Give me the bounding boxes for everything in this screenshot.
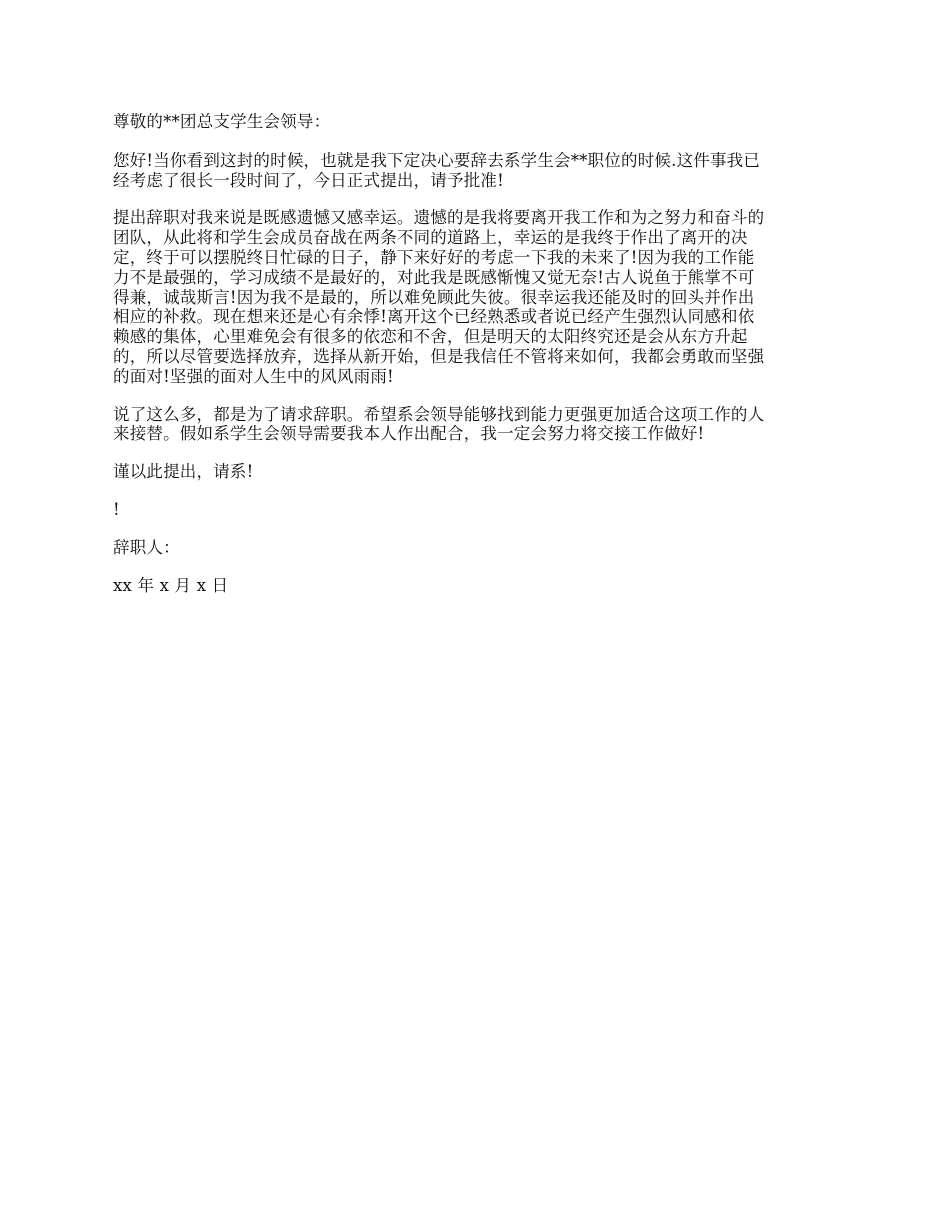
text-line: 赖感的集体，心里难免会有很多的依恋和不舍，但是明天的太阳终究还是会从东方升起: [113, 327, 748, 347]
salutation: 尊敬的**团总支学生会领导：: [113, 112, 331, 131]
paragraph-intro: [113, 151, 840, 191]
text-line: 经考虑了很长一段时间了，今日正式提出，请予批准!: [113, 170, 504, 190]
text-line: 相应的补救。现在想来还是心有余悸!离开这个已经熟悉或者说已经产生强烈认同感和依: [113, 307, 755, 327]
text-line: 力不是最强的，学习成绩不是最好的，对此我是既感惭愧又觉无奈!古人说鱼于熊掌不可: [113, 267, 755, 287]
signature-label: 辞职人：: [113, 537, 180, 557]
text-line: 说了这么多，都是为了请求辞职。希望系会领导能够找到能力更强更加适合这项工作的人: [113, 404, 765, 424]
text-line: 来接替。假如系学生会领导需要我本人作出配合，我一定会努力将交接工作做好!: [113, 424, 705, 444]
text-line: 的面对!坚强的面对人生中的风风雨雨!: [113, 366, 394, 386]
text-line: 提出辞职对我来说是既感遗憾又感幸运。遗憾的是我将要离开我工作和为之努力和奋斗的: [113, 208, 765, 228]
paragraph-reasons: [113, 208, 840, 386]
date-line: xx 年 x 月 x 日: [113, 575, 229, 595]
closing-line: 谨以此提出，请系!: [113, 462, 254, 482]
text-line: 的，所以尽管要选择放弃，选择从新开始，但是我信任不管将来如何，我都会勇敢而坚强: [113, 346, 765, 366]
text-line: 得兼，诚哉斯言!因为我不是最的，所以难免顾此失彼。很幸运我还能及时的回头并作出: [113, 287, 755, 307]
text-line: 定，终于可以摆脱终日忙碌的日子，静下来好好的考虑一下我的未来了!因为我的工作能: [113, 247, 755, 267]
text-line: 您好!当你看到这封的时候，也就是我下定决心要辞去系学生会**职位的时候.这件事我已: [113, 150, 761, 170]
paragraph-request: [113, 405, 840, 445]
text-line: 团队，从此将和学生会成员奋战在两条不同的道路上，幸运的是我终于作出了离开的决: [113, 228, 748, 248]
closing-exclamation: !: [113, 499, 120, 519]
